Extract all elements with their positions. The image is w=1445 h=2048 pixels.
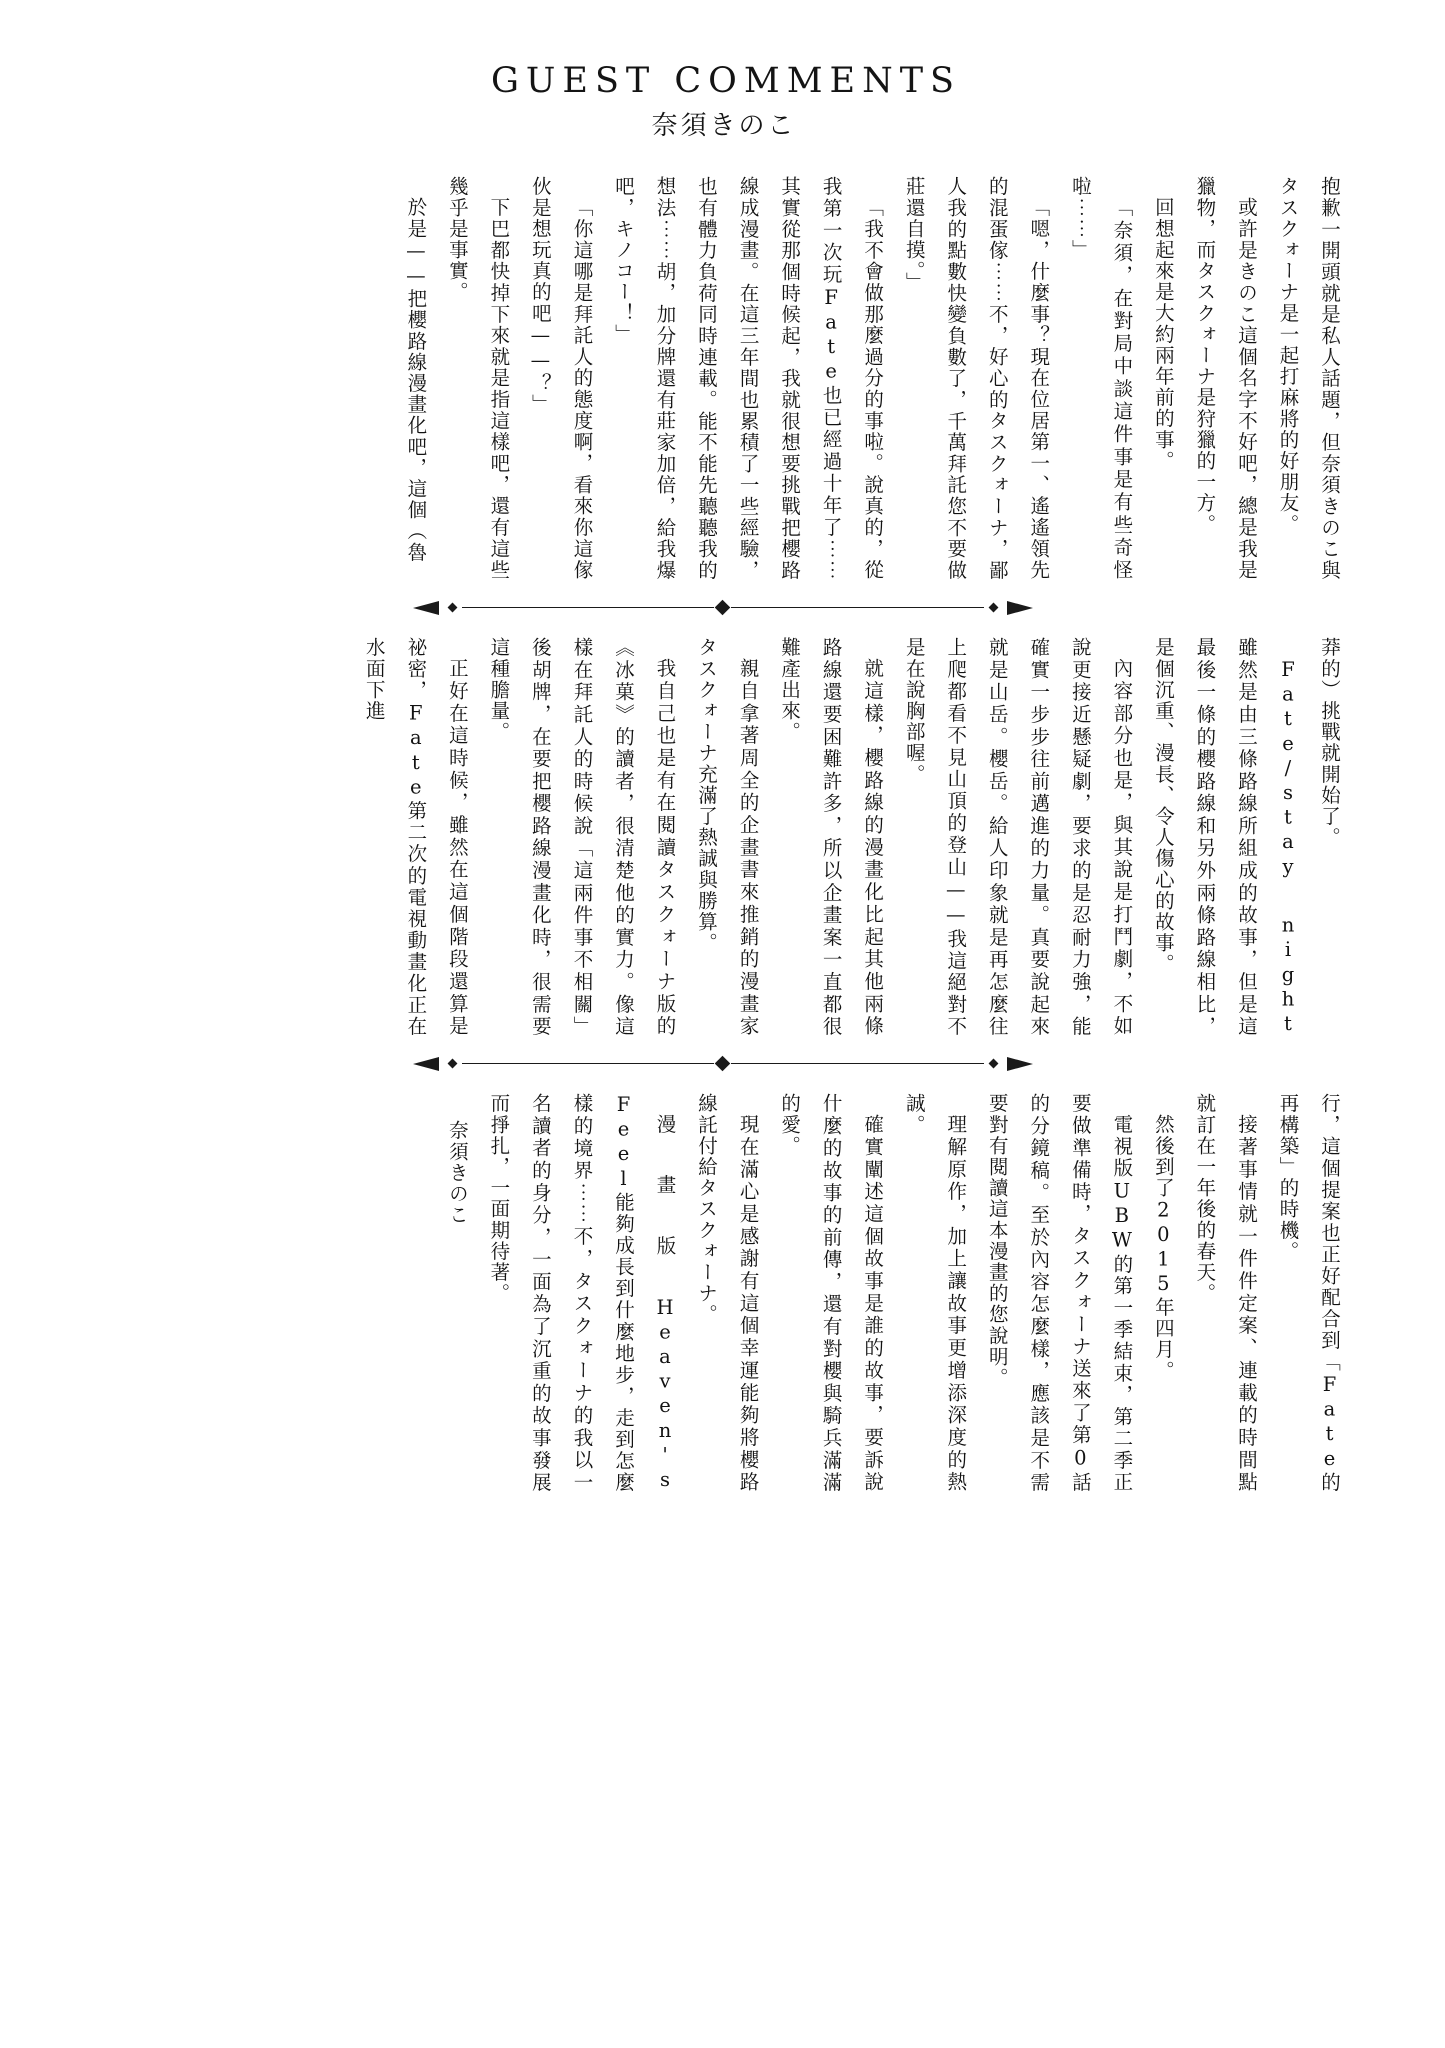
paragraph: 行，這個提案也正好配合到「Fate的再構築」的時機。 xyxy=(1276,1092,1341,1493)
right-lozenge-icon xyxy=(1007,601,1033,615)
divider-rule xyxy=(731,607,984,608)
ornament-divider-2 xyxy=(413,1053,1033,1075)
left-lozenge-icon xyxy=(413,601,439,615)
paragraph: 「嗯，什麼事？現在位居第一、遙遙領先的混蛋傢⋯⋯不，好心的タスクォーナ，鄙人我的點數快變負數了，千萬拜託您不要做莊還自摸。」 xyxy=(902,175,1051,581)
paragraph: 現在滿心是感謝有這個幸運能夠將櫻路線託付給タスクォーナ。 xyxy=(695,1092,760,1493)
diamond-dot-icon xyxy=(447,1059,457,1069)
page-title: GUEST COMMENTS xyxy=(490,61,962,101)
ornament-divider-1 xyxy=(413,597,1033,619)
paragraph: 莽的）挑戰就開始了。 xyxy=(1318,636,1341,848)
right-lozenge-icon xyxy=(1007,1057,1033,1071)
author-signature: 奈須きのこ xyxy=(445,1119,469,1226)
paragraph: 就這樣，櫻路線的漫畫化比起其他兩條路線還要困難許多，所以企畫案一直都很難產出來。 xyxy=(778,636,885,1037)
diamond-dot-icon xyxy=(988,1059,998,1069)
page-header xyxy=(0,0,1445,142)
paragraph: 下巴都快掉下來就是指這樣吧，還有這些幾乎是事實。 xyxy=(445,175,511,581)
text-block-3 xyxy=(95,1093,1350,1493)
paragraph: 理解原作，加上讓故事更增添深度的熱誠。 xyxy=(902,1092,968,1493)
center-diamond-icon xyxy=(715,1056,731,1072)
paragraph: 然後到了2015年四月。 xyxy=(1151,1114,1175,1382)
divider-rule xyxy=(462,1063,715,1064)
left-lozenge-icon xyxy=(413,1057,439,1071)
page-subtitle-author: 奈須きのこ xyxy=(651,110,797,141)
text-block-2 xyxy=(95,637,1350,1037)
paragraph: 或許是きのこ這個名字不好吧，總是我是獵物，而タスクォーナ是狩獵的一方。 xyxy=(1193,175,1258,581)
paragraph: 親自拿著周全的企畫書來推銷的漫畫家タスクォーナ充滿了熱誠與勝算。 xyxy=(695,636,760,1037)
paragraph: 抱歉一開頭就是私人話題，但奈須きのこ與タスクォーナ是一起打麻將的好朋友。 xyxy=(1276,175,1341,581)
paragraph: 「你這哪是拜託人的態度啊，看來你這傢伙是想玩真的吧——？」 xyxy=(528,175,594,581)
divider-rule xyxy=(731,1063,984,1064)
paragraph: 確實闡述這個故事是誰的故事，要訴說什麼的故事的前傳，還有對櫻與騎兵滿滿的愛。 xyxy=(778,1092,885,1493)
article-body xyxy=(0,176,1445,1493)
paragraph: 於是——把櫻路線漫畫化吧，這個（魯 xyxy=(404,197,428,563)
divider-rule xyxy=(462,607,715,608)
paragraph: 漫畫版Heaven's Feel能夠成長到什麼地步，走到怎麼樣的境界⋯⋯不，タスクォーナ的我以一名讀者的身分，一面為了沉重的故事發展而掙扎，一面期待著。 xyxy=(487,1092,677,1493)
text-block-1 xyxy=(95,176,1350,581)
center-diamond-icon xyxy=(715,600,731,616)
paragraph: 回想起來是大約兩年前的事。 xyxy=(1151,197,1175,472)
paragraph: Fate/stay night雖然是由三條路線所組成的故事，但是這最後一條的櫻路線和另外兩條路線相比，是個沉重、漫長、令人傷心的故事。 xyxy=(1151,636,1300,1037)
paragraph: 正好在這時候，雖然在這個階段還算是祕密，Fate第二次的電視動畫化正在水面下進 xyxy=(362,636,469,1037)
paragraph: 電視版UBW的第一季結束，第二季正要做準備時，タスクォーナ送來了第0話的分鏡稿。至於內容怎麼樣，應該是不需要對有閱讀這本漫畫的您說明。 xyxy=(985,1092,1134,1493)
paragraph: 內容部分也是，與其說是打鬥劇，不如說更接近懸疑劇，要求的是忍耐力強，能確實一步步往前邁進的力量。真要說起來就是山岳。櫻岳。給人印象就是再怎麼往上爬都看不見山頂的登山——我這絕對不是在說胸部喔。 xyxy=(902,636,1134,1037)
paragraph: 「我不會做那麼過分的事啦。說真的，從我第一次玩Fate也已經過十年了⋯⋯其實從那個時候起，我就很想要挑戰把櫻路線成漫畫。在這三年間也累積了一些經驗，也有體力負荷同時連載。能不能先聽聽我的想法⋯⋯胡，加分牌還有莊家加倍，給我爆吧，キノコー！」 xyxy=(611,175,885,581)
paragraph: 「奈須，在對局中談這件事是有些奇怪啦⋯⋯」 xyxy=(1068,175,1134,581)
diamond-dot-icon xyxy=(447,603,457,613)
diamond-dot-icon xyxy=(988,603,998,613)
paragraph: 我自己也是有在閱讀タスクォーナ版的《冰菓》的讀者，很清楚他的實力。像這樣在拜託人的時候說「這兩件事不相關」後胡牌，在要把櫻路線漫畫化時，很需要這種膽量。 xyxy=(487,636,677,1037)
paragraph: 接著事情就一件件定案、連載的時間點就訂在一年後的春天。 xyxy=(1193,1092,1258,1493)
